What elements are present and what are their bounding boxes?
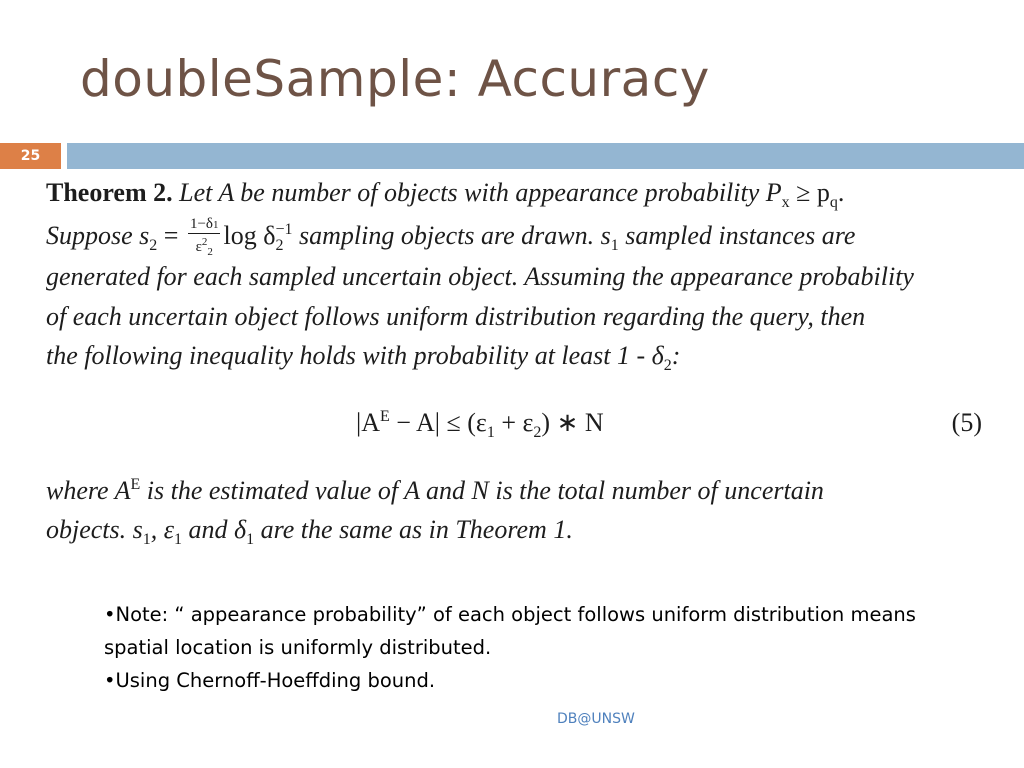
theorem-text: sampled instances are [618, 220, 856, 250]
subscript: 2 [533, 424, 542, 441]
punctuation: : [671, 341, 681, 370]
subscript: 1 [610, 236, 619, 254]
slide-number: 25 [0, 143, 61, 169]
fraction-text: 1−δ [189, 216, 213, 232]
equation [356, 408, 604, 442]
fraction-text: ε [195, 239, 202, 255]
superscript: 2 [201, 236, 208, 248]
theorem-text: are the same as in Theorem 1. [254, 515, 573, 544]
theorem-line: generated for each sampled uncertain object. Assuming the appearance probability [46, 262, 914, 291]
theorem-text: the following inequality holds with probability at least 1 - δ [46, 341, 664, 370]
theorem-text: and δ [182, 515, 247, 544]
subscript: 2 [149, 236, 158, 254]
equation-text: + ε [494, 408, 534, 437]
subscript: 1 [174, 531, 183, 548]
subscript: 2 [207, 246, 213, 258]
superscript: −1 [275, 220, 293, 238]
theorem-text: is the estimated value of A and N is the total number of uncertain [140, 476, 824, 505]
footer-label: DB@UNSW [557, 711, 635, 727]
relation: = [157, 220, 185, 250]
fraction-numerator [188, 216, 221, 234]
theorem-text: Let A be number of objects with appearance probability P [179, 178, 782, 207]
punctuation: . [837, 178, 845, 207]
theorem-text: Suppose s [46, 220, 150, 250]
subscript: q [829, 194, 838, 211]
equation-text: |A [356, 408, 380, 437]
notes-list [104, 598, 984, 697]
theorem-line: of each uncertain object follows uniform distribution regarding the query, then [46, 302, 866, 331]
fraction [188, 216, 221, 260]
relation: ≥ p [789, 178, 830, 207]
theorem-text: , ε [150, 515, 175, 544]
theorem-label: Theorem 2. [46, 178, 173, 207]
subscript: 1 [212, 219, 219, 231]
equation-text: − A| ≤ (ε [389, 408, 487, 437]
fraction-denominator [188, 234, 221, 260]
theorem-line [46, 476, 824, 506]
subscript: x [781, 194, 790, 211]
subscript: 2 [663, 357, 672, 374]
theorem-text: sampling objects are drawn. s [292, 220, 611, 250]
subscript: 2 [275, 236, 284, 254]
theorem-line [46, 341, 680, 375]
subscript: 1 [486, 424, 495, 441]
theorem-line [46, 216, 855, 260]
subscript: 1 [142, 531, 151, 548]
theorem-text: objects. s [46, 515, 143, 544]
equation-number: (5) [951, 408, 982, 437]
header-bar [67, 143, 1024, 169]
note-item: •Using Chernoff-Hoeffding bound. [104, 669, 436, 692]
equation-text: ) ∗ N [541, 408, 604, 437]
theorem-line [46, 515, 573, 549]
note-item: •Note: “ appearance probability” of each object follows uniform distribution means spatial location is uniformly distributed. [104, 603, 916, 659]
superscript: E [379, 408, 390, 425]
theorem-line [46, 178, 844, 212]
subscript: 1 [246, 531, 255, 548]
superscript: E [130, 476, 141, 493]
theorem-text: where A [46, 476, 131, 505]
slide-title: doubleSample: Accuracy [80, 50, 710, 108]
log-text: log δ [223, 220, 276, 250]
